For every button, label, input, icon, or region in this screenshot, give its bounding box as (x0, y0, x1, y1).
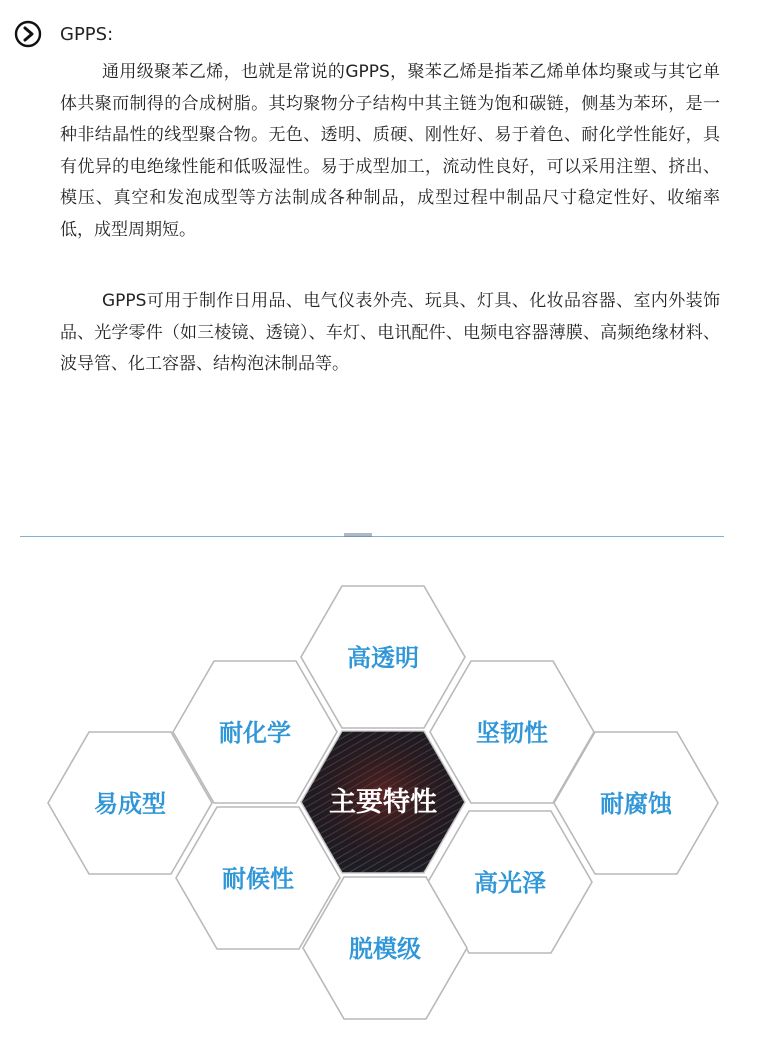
uses-paragraph: GPPS可用于制作日用品、电气仪表外壳、玩具、灯具、化妆品容器、室内外装饰品、光学零件（如三棱镜、透镜）、车灯、电讯配件、电频电容器薄膜、高频绝缘材料、波导管、化工容器、结构泡沫制品等。 (60, 291, 720, 374)
divider-line (20, 536, 724, 537)
feature-label-easy-molding: 易成型 (94, 790, 166, 818)
section-header (14, 20, 113, 48)
feature-label-toughness: 坚韧性 (476, 719, 548, 747)
divider-accent (344, 533, 372, 537)
feature-label-mold-release: 脱模级 (349, 935, 421, 963)
feature-label-chemical-resistance: 耐化学 (219, 719, 291, 747)
chevron-right-circle-icon (14, 20, 42, 48)
features-hex-diagram (0, 540, 762, 1050)
feature-center-label: 主要特性 (329, 787, 437, 818)
feature-label-high-gloss: 高光泽 (474, 869, 546, 897)
intro-paragraph: 通用级聚苯乙烯，也就是常说的GPPS，聚苯乙烯是指苯乙烯单体均聚或与其它单体共聚而制得的合成树脂。其均聚物分子结构中其主链为饱和碳链，侧基为苯环，是一种非结晶性的线型聚合物。无色、透明、质硬、刚性好、易于着色、耐化学性能好，具有优异的电绝缘性能和低吸湿性。易于成型加工，流动性良好，可以采用注塑、挤出、模压、真空和发泡成型等方法制成各种制品，成型过程中制品尺寸稳定性好、收缩率低，成型周期短。 (60, 62, 720, 240)
feature-label-weather-resistance: 耐候性 (222, 865, 294, 893)
feature-label-corrosion-resistance: 耐腐蚀 (600, 790, 672, 818)
feature-label-high-transparency: 高透明 (347, 644, 419, 672)
section-title: GPPS: (60, 23, 114, 45)
